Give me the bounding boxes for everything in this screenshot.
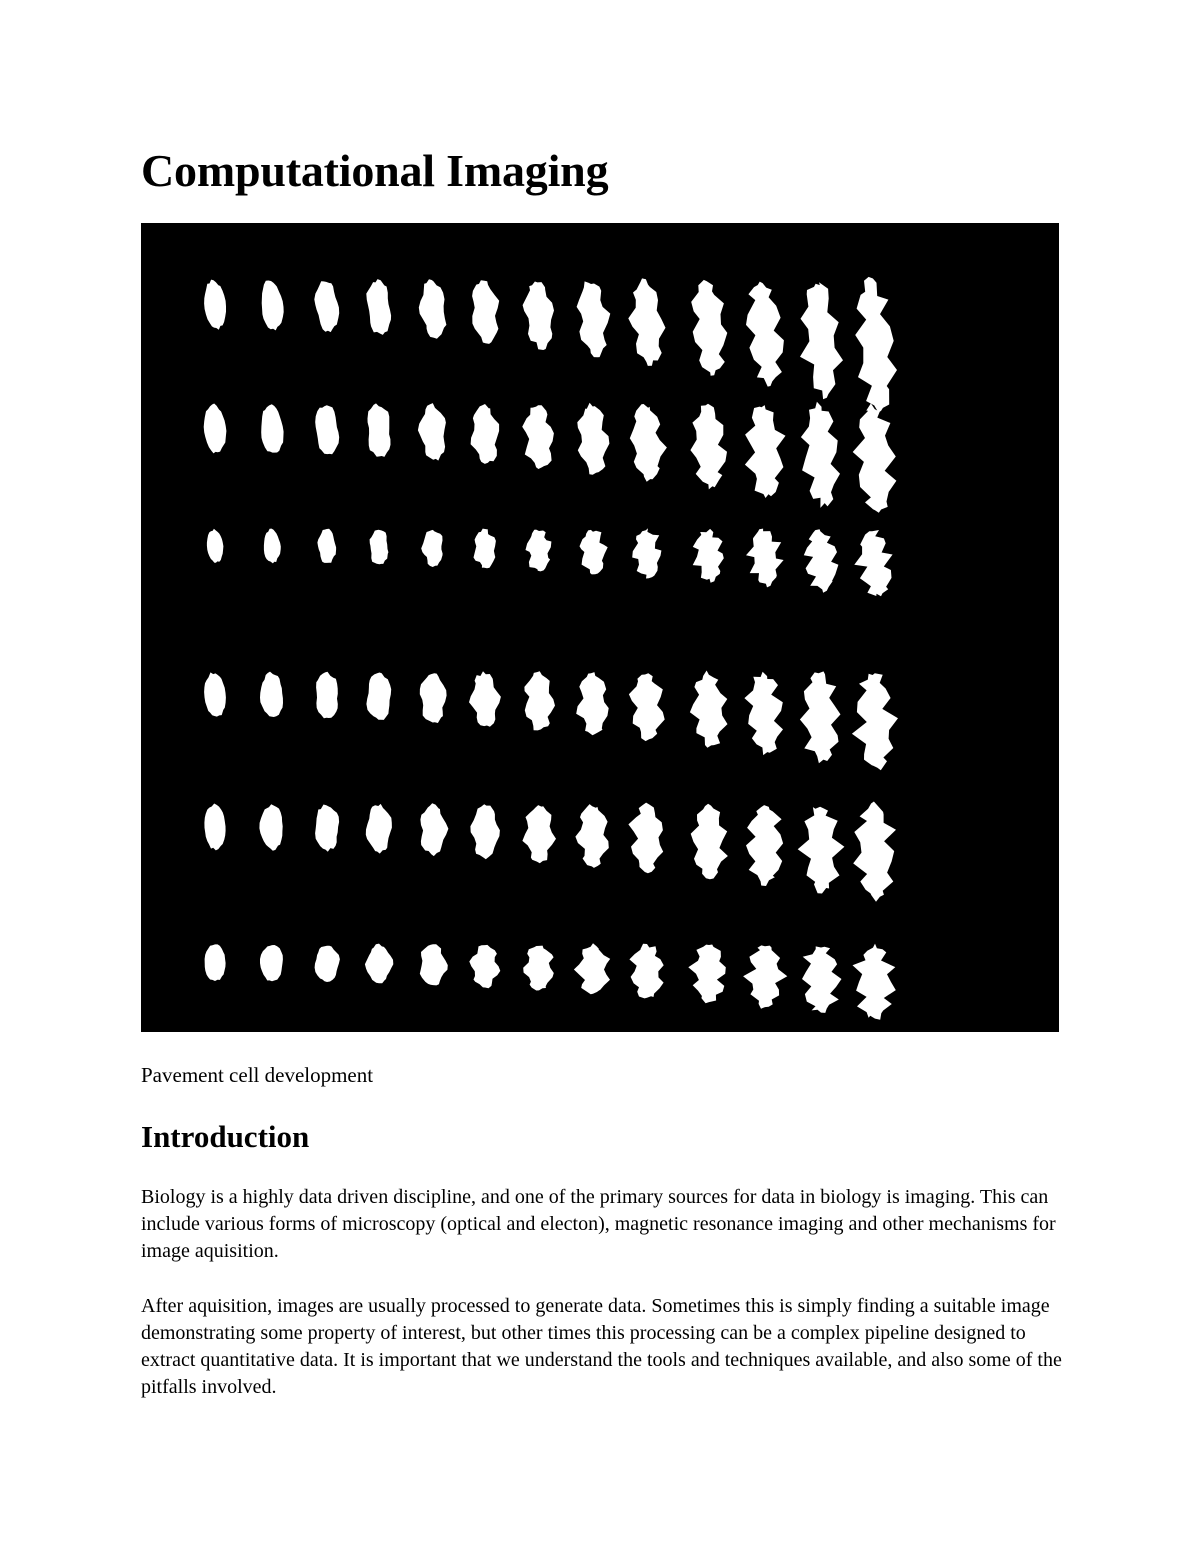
page-title: Computational Imaging: [141, 145, 609, 196]
paragraph-1: Biology is a highly data driven discipline, and one of the primary sources for data in biology is imaging. This can include various forms of microscopy (optical and electon), magnetic resonance imaging and other mechanisms for image aquisition.: [141, 1186, 1056, 1262]
paragraph-2: After aquisition, images are usually processed to generate data. Sometimes this is simply finding a suitable image demonstrating some property of interest, but other times this processing can be a complex pipeline designed to extract quantitative data. It is important that we understand the tools and techniques available, and also some of the pitfalls involved.: [141, 1295, 1062, 1398]
cell-shape: [366, 673, 391, 720]
pavement-cell-figure: [141, 223, 1059, 1032]
cell-shape: [316, 672, 338, 719]
cell-shape: [368, 403, 391, 457]
pavement-cell-image: [141, 223, 1059, 1032]
section-heading-introduction: Introduction: [141, 1119, 310, 1154]
figure-caption: Pavement cell development: [141, 1063, 374, 1087]
